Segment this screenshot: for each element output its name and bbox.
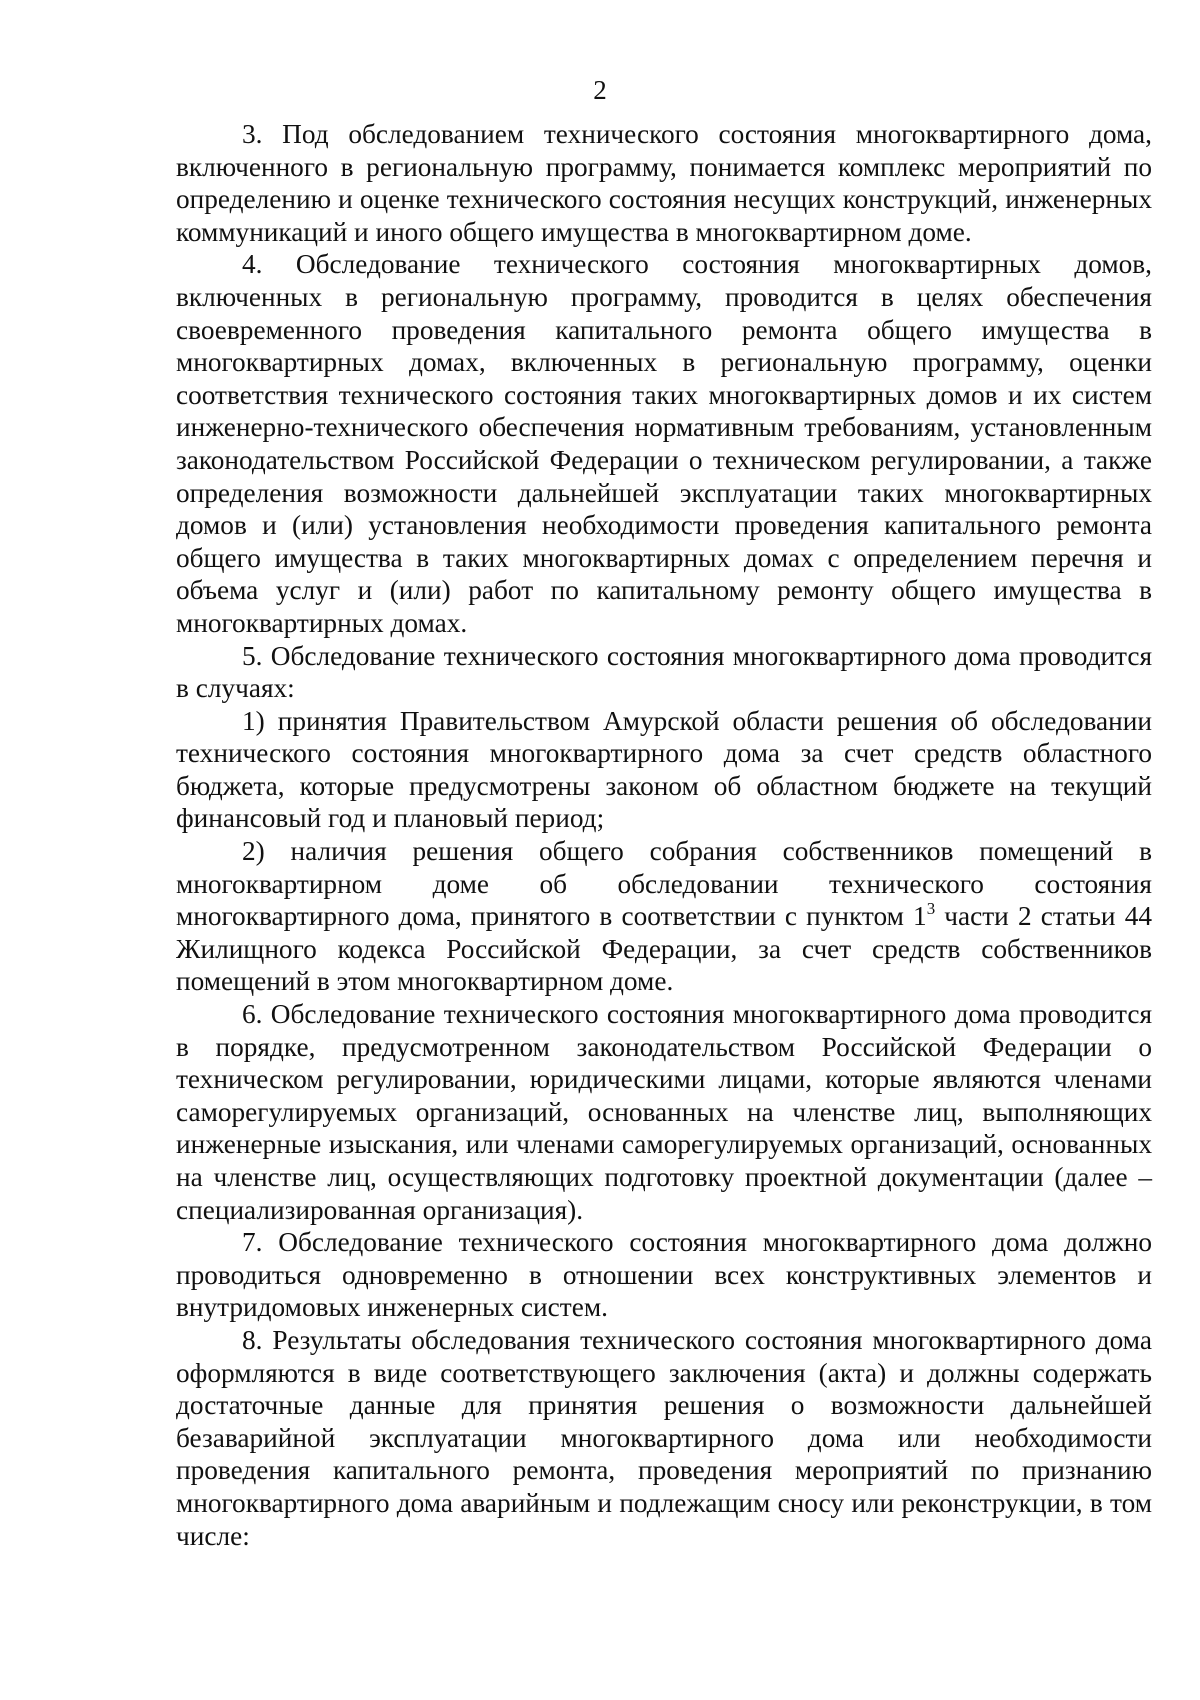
- paragraph-6: 6. Обследование технического состояния многоквартирного дома проводится в порядке, предусмотренном законодательством Российской Федерации о техническом регулировании, юридическими лицами, которые являются членами саморегулируемых организаций, основанных на членстве лиц, выполняющих инженерные изыскания, или членами саморегулируемых организаций, основанных на членстве лиц, осуществляющих подготовку проектной документации (далее – специализированная организация).: [176, 999, 1152, 1225]
- item-2-text-end: части 2 статьи 44 Жилищного кодекса Российской Федерации, за счет средств собственников помещений в этом многоквартирном доме.: [176, 901, 1152, 997]
- paragraph-5-item-2: [176, 835, 1152, 998]
- document-body: [176, 118, 1152, 1552]
- paragraph-3: 3. Под обследованием технического состояния многоквартирного дома, включенного в региональную программу, понимается комплекс мероприятий по определению и оценке технического состояния несущих конструкций, инженерных коммуникаций и иного общего имущества в многоквартирном доме.: [176, 119, 1152, 247]
- paragraph-8: 8. Результаты обследования технического состояния многоквартирного дома оформляются в виде соответствующего заключения (акта) и должны содержать достаточные данные для принятия решения о возможности дальнейшей безаварийной эксплуатации многоквартирного дома или необходимости проведения капитального ремонта, проведения мероприятий по признанию многоквартирного дома аварийным и подлежащим сносу или реконструкции, в том числе:: [176, 1324, 1152, 1551]
- page-number: 2: [593, 75, 607, 105]
- paragraph-5-item-1: 1) принятия Правительством Амурской области решения об обследовании технического состояния многоквартирного дома за счет средств областного бюджета, которые предусмотрены законом об областном бюджете на текущий финансовый год и плановый период;: [176, 705, 1152, 834]
- paragraph-5: 5. Обследование технического состояния многоквартирного дома проводится в случаях:: [176, 640, 1152, 704]
- item-2-text-start: 2) наличия решения общего собрания собственников помещений в многоквартирном доме об обследовании технического состояния многоквартирного дома, принятого в соответствии с пунктом 1: [176, 836, 1152, 932]
- paragraph-7: 7. Обследование технического состояния многоквартирного дома должно проводиться одновременно в отношении всех конструктивных элементов и внутридомовых инженерных систем.: [176, 1227, 1152, 1323]
- superscript-3: 3: [926, 899, 936, 919]
- paragraph-4: 4. Обследование технического состояния многоквартирных домов, включенных в региональную программу, проводится в целях обеспечения своевременного проведения капитального ремонта общего имущества в многоквартирных домах, включенных в региональную программу, оценки соответствия технического состояния таких многоквартирных домов и их систем инженерно-технического обеспечения нормативным требованиям, установленным законодательством Российской Федерации о техническом регулировании, а также определения возможности дальнейшей эксплуатации таких многоквартирных домов и (или) установления необходимости проведения капитального ремонта общего имущества в таких многоквартирных домах с определением перечня и объема услуг и (или) работ по капитальному ремонту общего имущества в многоквартирных домах.: [176, 249, 1152, 638]
